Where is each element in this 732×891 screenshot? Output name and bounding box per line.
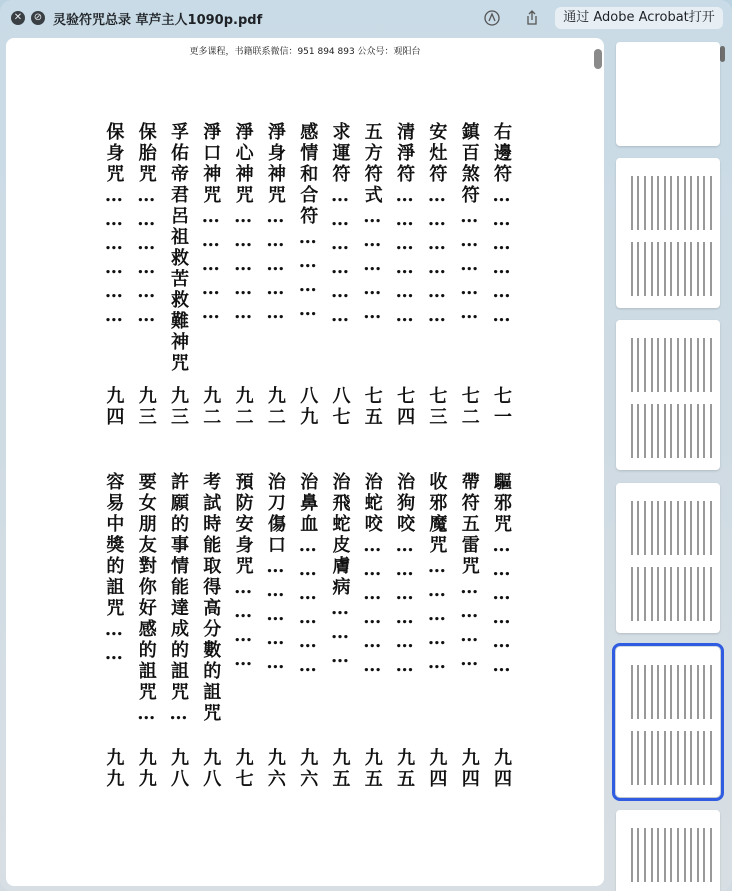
toc-entry-title: 鎮百煞符 <box>458 122 480 206</box>
toc-entry <box>359 472 385 790</box>
toc-entry <box>133 472 159 790</box>
toc-entry <box>165 122 191 428</box>
toc-entry-title: 收邪魔咒 <box>426 472 448 556</box>
toc-leader-dots: ……………… <box>491 185 512 329</box>
annotate-icon[interactable] <box>482 8 502 28</box>
toc-entry <box>165 472 191 790</box>
toc-entry <box>456 472 482 790</box>
toc-leader-dots: ……………… <box>426 185 448 329</box>
toc-entry-title: 保身咒 <box>103 122 125 185</box>
toc-page-number: 七三 <box>426 386 448 428</box>
toc-entry <box>133 122 159 428</box>
toc-leader-dots: ………… <box>458 577 480 673</box>
toc-page-number: 九八 <box>168 748 189 790</box>
page-header: 更多课程，书籍联系微信：951 894 893 公众号：观阳台 <box>189 47 421 57</box>
toc-entry <box>100 472 126 790</box>
page-thumbnail[interactable] <box>616 810 720 891</box>
toc-entry-title: 治蛇咬 <box>361 472 383 535</box>
toc-entry <box>100 122 126 428</box>
toc-page-number: 九八 <box>200 748 222 790</box>
toc-entry <box>327 122 353 428</box>
toc-leader-dots: ……………… <box>135 185 157 329</box>
toc-page-number: 七二 <box>458 386 480 428</box>
toc-page-number: 九九 <box>135 748 157 790</box>
page-thumbnail[interactable] <box>616 320 720 470</box>
toc-entry-title: 治鼻血 <box>297 472 319 535</box>
toc-entry-title: 五方符式 <box>361 122 383 206</box>
toc-leader-dots: ……………… <box>103 185 125 329</box>
window-title: 灵验符咒总录 草芦主人1090p.pdf <box>53 13 263 28</box>
toc-leader-dots: … <box>168 703 189 727</box>
toc-entry-title: 求運符 <box>329 122 351 185</box>
toc-entry-title: 淨身神咒 <box>264 122 286 206</box>
share-icon[interactable] <box>522 8 542 28</box>
toc-entry-title: 許願的事情能達成的詛咒 <box>168 472 189 703</box>
toc-page-number: 九三 <box>168 386 189 428</box>
title-bar <box>0 0 732 36</box>
close-icon[interactable]: ✕ <box>11 11 25 25</box>
toc-page-number: 九二 <box>200 386 222 428</box>
toc-leader-dots: ……………… <box>491 535 512 679</box>
pdf-page[interactable] <box>6 38 604 886</box>
toc-leader-dots: ………… <box>297 227 319 323</box>
toc-entry-title: 淨心神咒 <box>232 122 254 206</box>
toc-leader-dots: …………… <box>264 556 286 676</box>
toc-entry <box>197 472 223 790</box>
toc-page-number: 九九 <box>103 748 125 790</box>
toc-page-number: 九五 <box>394 748 416 790</box>
toc-entry <box>262 122 288 428</box>
toc-leader-dots: ……………… <box>329 185 351 329</box>
toc-entry-title: 保胎咒 <box>135 122 157 185</box>
thumbnail-text-lines <box>624 170 714 300</box>
toc-entry-title: 右邊符 <box>491 122 512 185</box>
toc-entry-title: 感情和合符 <box>297 122 319 227</box>
toc-page-number: 九四 <box>426 748 448 790</box>
toc-entry <box>391 122 417 428</box>
toc-entry <box>456 122 482 428</box>
toc-leader-dots: …………… <box>232 206 254 326</box>
toc-entry-title: 治狗咬 <box>394 472 416 535</box>
page-thumbnail[interactable] <box>616 647 720 797</box>
toc-entry <box>197 122 223 428</box>
toc-page-number: 八七 <box>329 386 351 428</box>
toc-page-number: 七一 <box>491 386 512 428</box>
toc-leader-dots: ……………… <box>394 535 416 679</box>
toc-entry <box>359 122 385 428</box>
toc-entry-title: 考試時能取得高分數的詛咒 <box>200 472 222 724</box>
toc-leader-dots: …………… <box>264 206 286 326</box>
toc-entry-title: 驅邪咒 <box>491 472 512 535</box>
toc-entry-title: 清淨符 <box>394 122 416 185</box>
toc-entry <box>230 122 256 428</box>
thumbnail-sidebar <box>604 38 732 891</box>
toc-page-number: 七五 <box>361 386 383 428</box>
toc-entry-title: 安灶符 <box>426 122 448 185</box>
page-thumbnail[interactable] <box>616 42 720 146</box>
toc-entry-title: 治刀傷口 <box>264 472 286 556</box>
toc-entry-title: 治飛蛇皮膚病 <box>329 472 351 598</box>
toc-leader-dots: …………… <box>200 206 222 326</box>
page-scrollbar[interactable] <box>594 49 602 69</box>
toc-leader-dots: ……………… <box>297 535 319 679</box>
toc-page-number: 九二 <box>264 386 286 428</box>
sidebar-scrollbar[interactable] <box>720 46 725 62</box>
toc-leader-dots: … <box>135 703 157 727</box>
toc-leader-dots: …… <box>103 619 125 667</box>
toc-page-number: 九六 <box>297 748 319 790</box>
toc-page-number: 九四 <box>458 748 480 790</box>
toc-entry-title: 帶符五雷咒 <box>458 472 480 577</box>
toc-page-number: 八九 <box>297 386 319 428</box>
toc-entry <box>488 472 514 790</box>
thumbnail-text-lines <box>624 495 714 625</box>
toc-entry <box>391 472 417 790</box>
toc-entry <box>327 472 353 790</box>
toc-entry-title: 孚佑帝君呂祖救苦救難神咒 <box>168 122 189 374</box>
toc-entry <box>294 122 320 428</box>
open-in-acrobat-button[interactable]: 通过 Adobe Acrobat打开 <box>555 7 723 29</box>
toc-entry <box>488 122 514 428</box>
thumbnail-text-lines <box>624 822 714 891</box>
page-thumbnail[interactable] <box>616 483 720 633</box>
page-thumbnail[interactable] <box>616 158 720 308</box>
toc-leader-dots: …………… <box>361 206 383 326</box>
toc-page-number: 九二 <box>232 386 254 428</box>
toc-entry <box>294 472 320 790</box>
toc-leader-dots: ……………… <box>394 185 416 329</box>
toc-leader-dots: ………… <box>232 577 254 673</box>
toc-page-number: 九三 <box>135 386 157 428</box>
toc-leader-dots: ……………… <box>361 535 383 679</box>
toc-entry <box>423 472 449 790</box>
minimize-icon[interactable]: ⊘ <box>31 11 45 25</box>
toc-entry-title: 淨口神咒 <box>200 122 222 206</box>
thumbnail-text-lines <box>624 659 714 789</box>
toc-leader-dots: …………… <box>426 556 448 676</box>
toc-page-number: 九五 <box>329 748 351 790</box>
toc-page-number: 九七 <box>232 748 254 790</box>
toc-page-number: 九五 <box>361 748 383 790</box>
toc-entry <box>262 472 288 790</box>
toc-leader-dots: …………… <box>458 206 480 326</box>
toc-page-number: 九六 <box>264 748 286 790</box>
toc-entry-title: 容易中獎的詛咒 <box>103 472 125 619</box>
toc-page-number: 九四 <box>103 386 125 428</box>
toc-entry-title: 要女朋友對你好感的詛咒 <box>135 472 157 703</box>
toc-entry <box>423 122 449 428</box>
toc-entry <box>230 472 256 790</box>
toc-leader-dots: ……… <box>329 598 351 670</box>
thumbnail-text-lines <box>624 332 714 462</box>
toc-entry-title: 預防安身咒 <box>232 472 254 577</box>
toc-page-number: 七四 <box>394 386 416 428</box>
toc-page-number: 九四 <box>491 748 512 790</box>
